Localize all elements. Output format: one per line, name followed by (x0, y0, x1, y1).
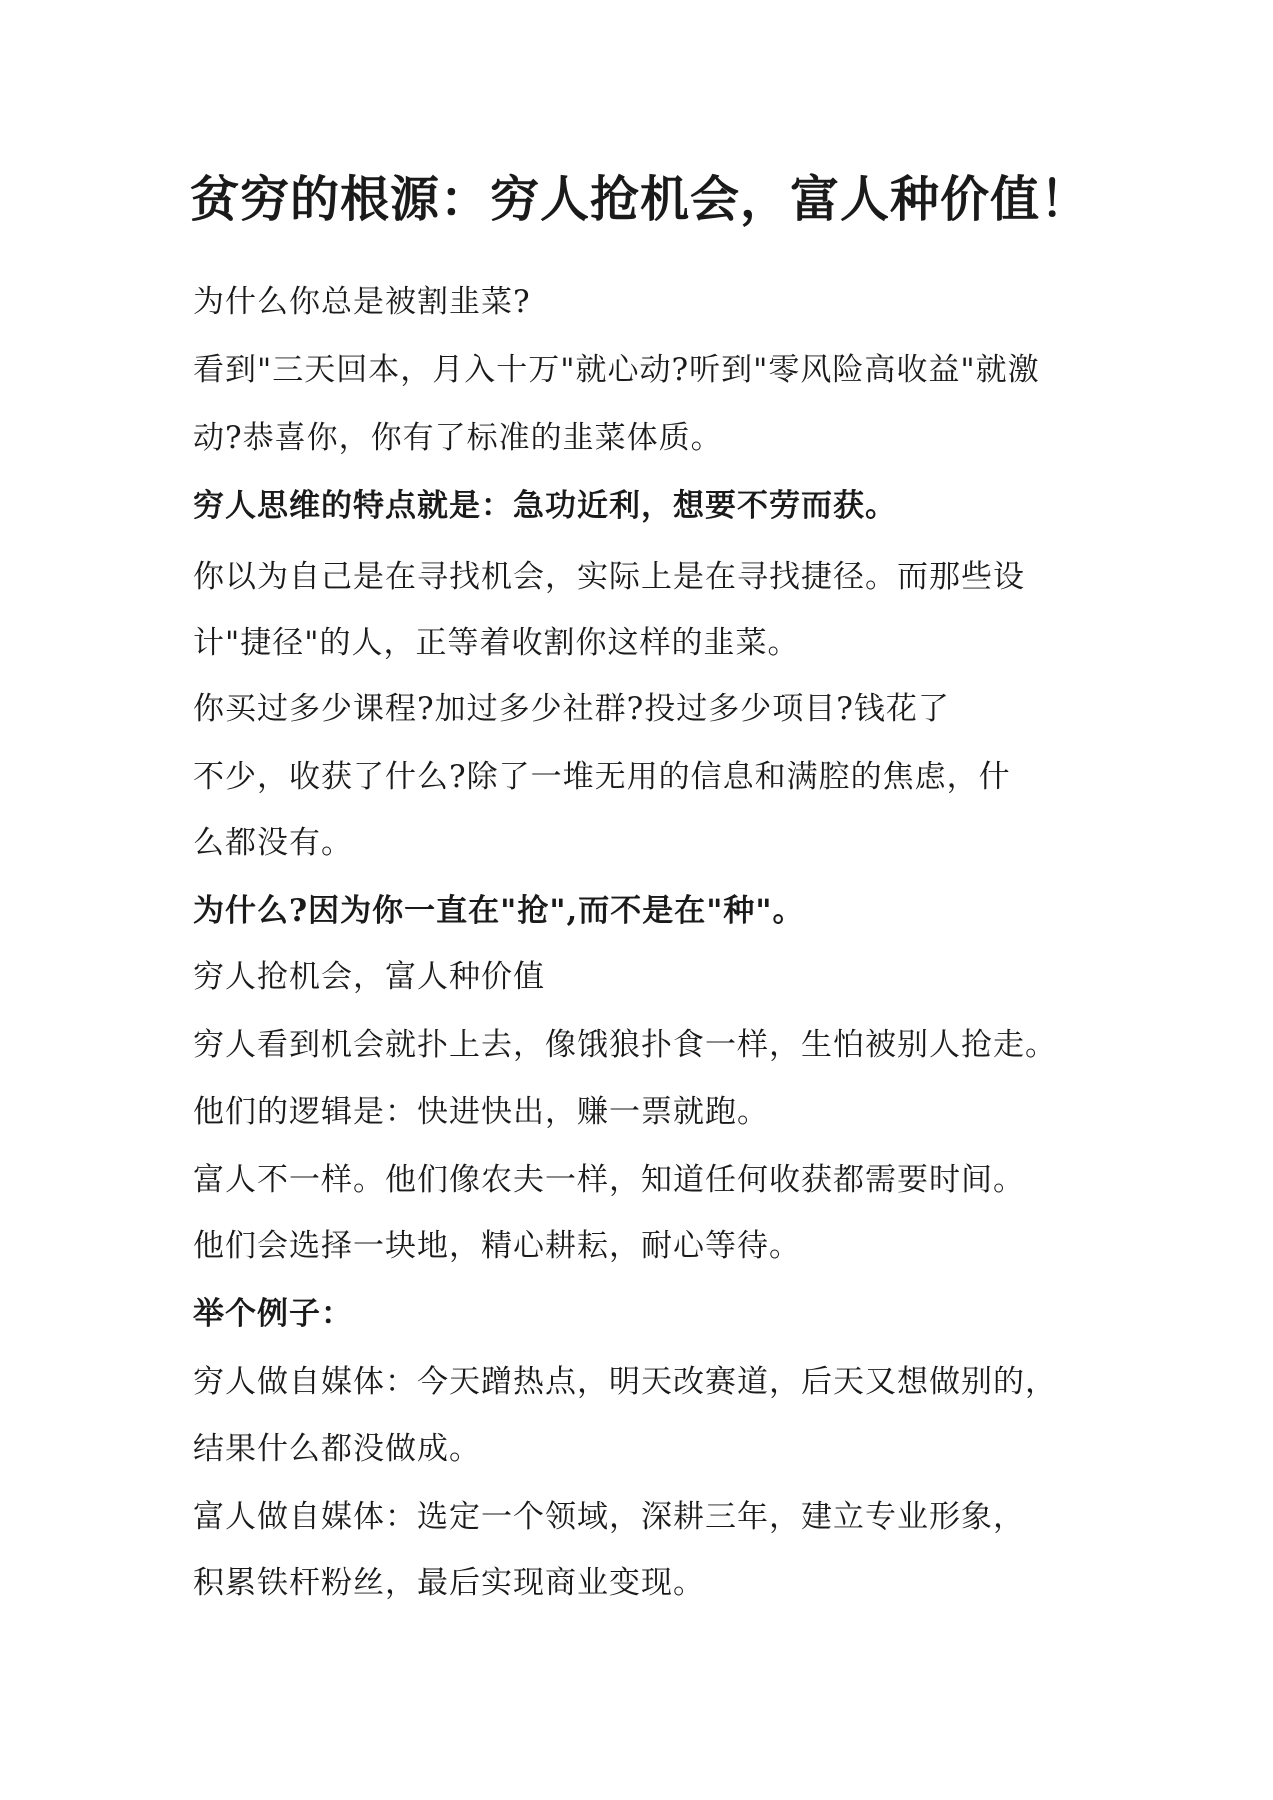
paragraph-line: 穷人抢机会，富人种价值 (193, 959, 545, 995)
paragraph-line: 看到"三天回本，月入十万"就心动?听到"零风险高收益"就激 (193, 352, 1040, 388)
document-title: 贫穷的根源：穷人抢机会，富人种价值！ (190, 170, 1091, 228)
paragraph-line: 计"捷径"的人，正等着收割你这样的韭菜。 (193, 625, 800, 661)
paragraph-line: 你以为自己是在寻找机会，实际上是在寻找捷径。而那些设 (193, 559, 1025, 595)
paragraph-line: 他们的逻辑是：快进快出，赚一票就跑。 (193, 1094, 769, 1130)
paragraph-line: 他们会选择一块地，精心耕耘，耐心等待。 (193, 1228, 801, 1264)
paragraph-line: 动?恭喜你，你有了标准的韭菜体质。 (193, 420, 723, 456)
paragraph-line-bold: 为什么?因为你一直在"抢",而不是在"种"。 (193, 893, 805, 929)
paragraph-line: 么都没有。 (193, 825, 353, 861)
paragraph-line: 你买过多少课程?加过多少社群?投过多少项目?钱花了 (193, 691, 950, 727)
paragraph-line: 富人做自媒体：选定一个领域，深耕三年，建立专业形象， (193, 1499, 1025, 1535)
paragraph-line: 结果什么都没做成。 (193, 1431, 481, 1467)
paragraph-line-bold: 举个例子： (193, 1296, 353, 1332)
paragraph-line: 富人不一样。他们像农夫一样，知道任何收获都需要时间。 (193, 1162, 1025, 1198)
paragraph-line: 积累铁杆粉丝，最后实现商业变现。 (193, 1565, 705, 1601)
paragraph-line-bold: 穷人思维的特点就是：急功近利，想要不劳而获。 (193, 488, 897, 524)
paragraph-line: 不少，收获了什么?除了一堆无用的信息和满腔的焦虑，什 (193, 759, 1011, 795)
paragraph-line: 穷人看到机会就扑上去，像饿狼扑食一样，生怕被别人抢走。 (193, 1027, 1057, 1063)
paragraph-line: 穷人做自媒体：今天蹭热点，明天改赛道，后天又想做别的， (193, 1364, 1057, 1400)
paragraph-line: 为什么你总是被割韭菜? (193, 284, 531, 320)
